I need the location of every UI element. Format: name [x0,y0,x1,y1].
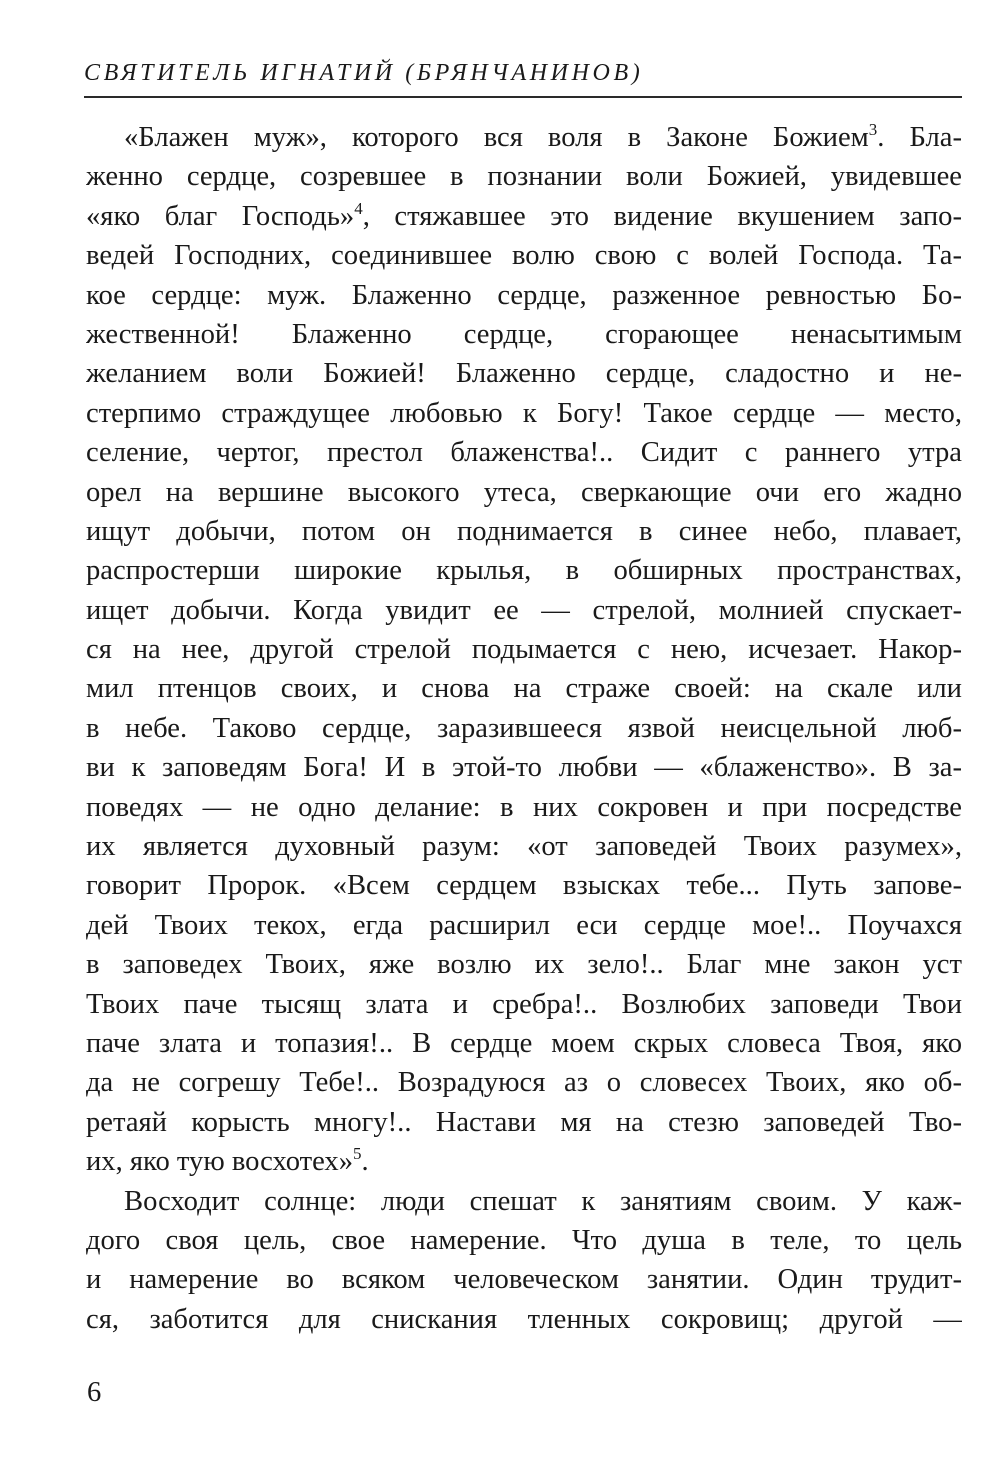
header-divider [84,96,962,98]
footnote-ref-3[interactable]: 3 [868,120,878,139]
paragraph-1-line-17: ви к заповедям Бога! И в этой-то любви — «блаженство». В за- [86,752,962,784]
paragraph-1-line-26: ретаяй корысть многу!.. Настави мя на стезю заповедей Тво- [86,1106,962,1138]
page-number: 6 [87,1377,102,1408]
paragraph-1-line-19: их является духовный разум: «от заповедей Твоих разумех», [86,831,962,863]
paragraph-1-line-9: селение, чертог, престол блаженства!.. Сидит с раннего утра [86,437,962,469]
paragraph-1-line-4: ведей Господних, соединившее волю свою с волей Господа. Та- [86,240,962,272]
paragraph-1-line-25: да не согрешу Тебе!.. Возрадуюся аз о словесех Твоих, яко об- [86,1067,962,1099]
paragraph-1-line-16: в небе. Таково сердце, заразившееся язвой неисцельной люб- [86,712,962,744]
paragraph-2-line-3: и намерение во всяком человеческом занятии. Один трудит- [86,1264,962,1296]
paragraph-1-line-3: «яко благ Господь»$^4$, стяжавшее это видение вкушением запо- [86,198,962,232]
paragraph-1-line-22: в заповедех Твоих, яже возлю их зело!.. Благ мне закон уст [86,949,962,981]
paragraph-1-line-10: орел на вершине высокого утеса, сверкающие очи его жадно [86,476,962,508]
paragraph-1-line-27: их, яко тую восхотех»$^5$. [86,1144,369,1178]
paragraph-1-line-12: распростерши широкие крылья, в обширных пространствах, [86,555,962,587]
paragraph-1-line-24: паче злата и топазия!.. В сердце моем скрых словеса Твоя, яко [86,1027,962,1059]
footnote-ref-5[interactable]: 5 [353,1144,362,1164]
paragraph-1-line-15: мил птенцов своих, и снова на страже своей: на скале или [86,673,962,705]
paragraph-1-line-7: желанием воли Божией! Блаженно сердце, сладостно и не- [86,358,962,390]
paragraph-1-line-21: дей Твоих текох, егда расширил еси сердце мое!.. Поучахся [86,909,962,941]
paragraph-1-line-13: ищет добычи. Когда увидит ее — стрелой, молнией спускает- [86,594,962,626]
paragraph-1-line-6: жественной! Блаженно сердце, сгорающее ненасытимым [86,318,962,350]
body-text [86,118,962,1339]
paragraph-1-line-20: говорит Пророк. «Всем сердцем взысках тебе... Путь запове- [86,870,962,902]
paragraph-1-line-14: ся на нее, другой стрелой подымается с нею, исчезает. Накор- [86,634,962,666]
footnote-ref-4[interactable]: 4 [354,198,363,218]
paragraph-2-line-1: Восходит солнце: люди спешат к занятиям своим. У каж- [124,1185,962,1217]
paragraph-2-line-2: дого своя цель, свое намерение. Что душа в теле, то цель [86,1224,962,1256]
paragraph-1-line-8: стерпимо страждущее любовью к Богу! Такое сердце — место, [86,397,962,429]
paragraph-1-line-2: женно сердце, созревшее в познании воли Божией, увидевшее [86,161,962,193]
running-header: СВЯТИТЕЛЬ ИГНАТИЙ (БРЯНЧАНИНОВ) [84,60,644,86]
paragraph-1-line-23: Твоих паче тысящ злата и сребра!.. Возлюбих заповеди Твои [86,988,962,1020]
paragraph-1-line-5: кое сердце: муж. Блаженно сердце, разженное ревностью Бо- [86,279,962,311]
paragraph-1-line-11: ищут добычи, потом он поднимается в синее небо, плавает, [86,515,962,547]
paragraph-1-line-18: поведях — не одно делание: в них сокровен и при посредстве [86,791,962,823]
paragraph-2-line-4: ся, заботится для снискания тленных сокровищ; другой — [86,1303,962,1335]
paragraph-1-line-1: «Блажен муж», которого вся воля в Законе Божием$^3$. Бла- [124,120,962,153]
